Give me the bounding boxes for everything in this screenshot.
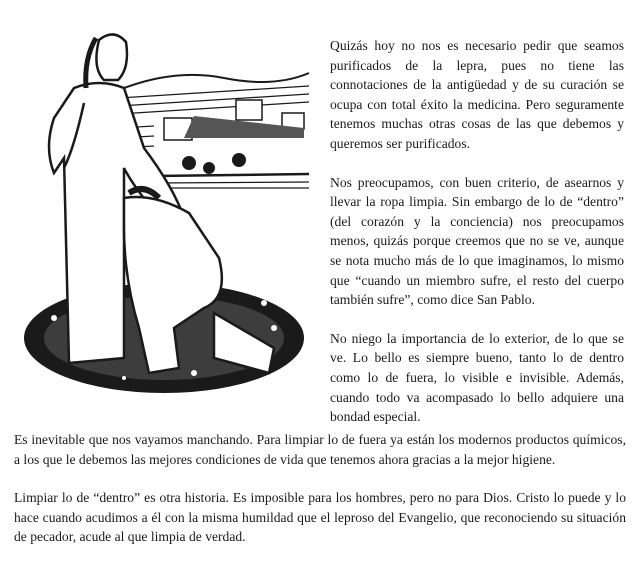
- paragraph-leprosy: Quizás hoy no nos es necesario pedir que seamos purificados de la lepra, pues no tiene las connotaciones de la antigüedad y de su curación se ocupa con total éxito la medicina. Pero seguramente tenemos muchas otras cosas de las que debemos y queremos ser purificados.: [330, 38, 624, 151]
- bottom-text: [14, 430, 626, 566]
- right-column-text: [330, 36, 624, 446]
- paragraph-dentro: Nos preocupamos, con buen criterio, de asearnos y llevar la ropa limpia. Sin embargo de lo de “dentro” (del corazón y la conciencia) nos preocupamos menos, quizás porque creemos que no se ve, aunque se nota mucho más de lo que imaginamos, lo mismo que “cuando un miembro sufre, el resto del cuerpo también sufre”, como dice San Pablo.: [330, 174, 624, 308]
- illustration-jesus-healing-leper: [14, 28, 324, 398]
- paragraph-limpiar-dentro: Limpiar lo de “dentro” es otra historia. Es imposible para los hombres, pero no para Dios. Cristo lo puede y lo hace cuando acudimos a él con la misma humildad que el leproso del Evangelio, que reconociendo su situación de pecador, acude al que limpia de verdad.: [14, 490, 626, 545]
- paragraph-manchando: Es inevitable que nos vayamos manchando. Para limpiar lo de fuera ya están los modernos productos químicos, a los que le debemos las mejores condiciones de vida que tenemos ahora gracias a la mejor higiene.: [14, 432, 626, 467]
- line-drawing-icon: [14, 28, 324, 398]
- paragraph-exterior: No niego la importancia de lo exterior, de lo que se ve. Lo bello es siempre bueno, tanto lo de dentro como lo de fuera, lo visible e invisible. Además, cuando todo va acompasado lo bello adquiere una bondad especial.: [330, 330, 624, 425]
